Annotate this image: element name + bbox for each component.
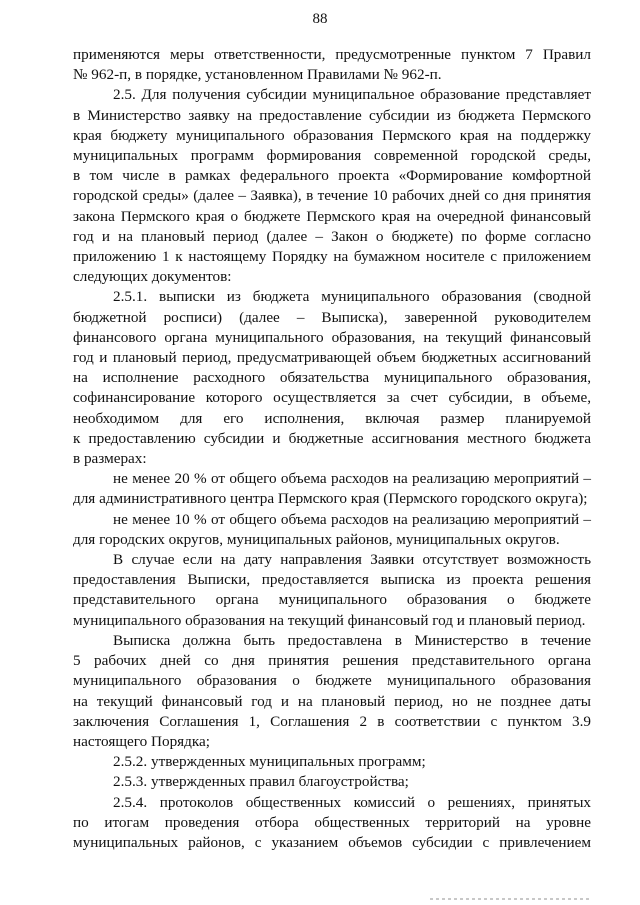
text-line: закона Пермского края о бюджете Пермского края на очередной финансовый bbox=[73, 207, 591, 225]
text-line: 5 рабочих дней со дня принятия решения представительного органа bbox=[73, 652, 591, 670]
text-line: на текущий финансовый год и на плановый период, но не позднее даты bbox=[73, 692, 591, 710]
text-line: В случае если на дату направления Заявки отсутствует возможность bbox=[113, 551, 591, 569]
text-line: муниципальных районов, с указанием объемов субсидии с привлечением bbox=[73, 833, 591, 851]
text-line: Выписка должна быть предоставлена в Министерство в течение bbox=[113, 631, 591, 649]
text-line: заключения Соглашения 1, Соглашения 2 в соответствии с пунктом 3.9 bbox=[73, 712, 591, 730]
text-line: на исполнение расходного обязательства муниципального образования, bbox=[73, 369, 591, 387]
page-number: 88 bbox=[312, 11, 328, 27]
text-line: муниципальных программ формирования современной городской среды, bbox=[73, 147, 591, 165]
text-line: в том числе в рамках федерального проекта «Формирование комфортной bbox=[73, 167, 591, 185]
text-line: не менее 20 % от общего объема расходов на реализацию мероприятий – bbox=[113, 470, 591, 488]
text-line: 2.5. Для получения субсидии муниципальное образование представляет bbox=[113, 86, 591, 104]
text-line: не менее 10 % от общего объема расходов на реализацию мероприятий – bbox=[113, 510, 591, 528]
text-line: края бюджету муниципального образования Пермского края на поддержку bbox=[73, 126, 591, 144]
text-line: муниципального образования о бюджете муниципального образования bbox=[73, 672, 591, 690]
text-line: необходимом для его исполнения, включая размер планируемой bbox=[73, 409, 591, 427]
text-line: предоставления Выписки, предоставляется выписка из проекта решения bbox=[73, 571, 591, 589]
text-line: финансового органа муниципального образования, на текущий финансовый bbox=[73, 328, 591, 346]
text-line: 2.5.4. протоколов общественных комиссий о решениях, принятых bbox=[113, 793, 591, 811]
text-line: настоящего Порядка; bbox=[73, 732, 210, 750]
text-line: 2.5.2. утвержденных муниципальных программ; bbox=[113, 753, 426, 771]
text-line: муниципального образования на текущий финансовый год и плановый период. bbox=[73, 611, 586, 629]
text-line: 2.5.3. утвержденных правил благоустройства; bbox=[113, 773, 409, 791]
text-line: бюджетной росписи) (далее – Выписка), заверенной руководителем bbox=[73, 308, 591, 326]
text-line: год и на плановый период (далее – Закон о бюджете) по форме согласно bbox=[73, 227, 591, 245]
text-line: приложению 1 к настоящему Порядку на бумажном носителе с приложением bbox=[73, 248, 591, 266]
text-line: софинансирование которого осуществляется за счет субсидии, в объеме, bbox=[73, 389, 591, 407]
text-line: для городских округов, муниципальных районов, муниципальных округов. bbox=[73, 530, 560, 548]
document-body bbox=[73, 45, 591, 853]
text-line: городской среды» (далее – Заявка), в течение 10 рабочих дней со дня принятия bbox=[73, 187, 591, 205]
text-line: представительного органа муниципального образования о бюджете bbox=[73, 591, 591, 609]
text-line: год и плановый период, предусматривающей объем бюджетных ассигнований bbox=[73, 349, 591, 367]
text-line: № 962-п, в порядке, установленном Правилами № 962-п. bbox=[73, 66, 442, 84]
text-line: следующих документов: bbox=[73, 268, 232, 286]
text-line: к предоставлению субсидии и бюджетные ассигнования местного бюджета bbox=[73, 429, 591, 447]
text-line: для административного центра Пермского края (Пермского городского округа); bbox=[73, 490, 588, 508]
text-line: в Министерство заявку на предоставление субсидии из бюджета Пермского bbox=[73, 106, 591, 124]
scan-artifact bbox=[430, 898, 590, 900]
text-line: по итогам проведения отбора общественных территорий на уровне bbox=[73, 813, 591, 831]
text-line: применяются меры ответственности, предусмотренные пунктом 7 Правил bbox=[73, 46, 591, 63]
text-line: в размерах: bbox=[73, 450, 147, 468]
text-line: 2.5.1. выписки из бюджета муниципального образования (сводной bbox=[113, 288, 591, 306]
